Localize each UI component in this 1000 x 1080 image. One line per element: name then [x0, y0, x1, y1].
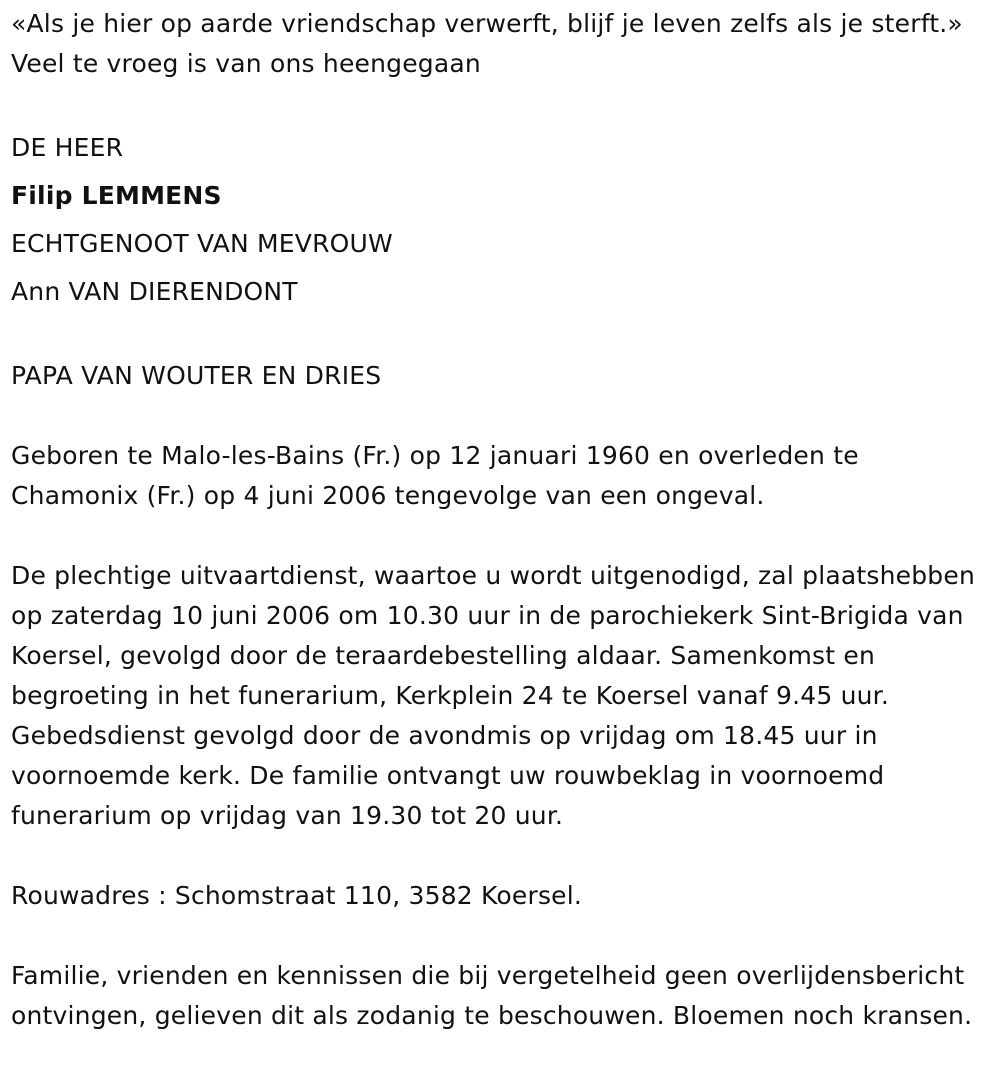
obituary-notice [11, 4, 986, 1036]
opening-quote: «Als je hier op aarde vriendschap verwerft, blijf je leven zelfs als je sterft.» Veel te vroeg is van ons heengegaan [11, 9, 963, 78]
honorific-title: DE HEER [11, 133, 124, 162]
children-line: PAPA VAN WOUTER EN DRIES [11, 361, 382, 390]
spouse-label: ECHTGENOOT VAN MEVROUW [11, 229, 393, 258]
funeral-info-paragraph: De plechtige uitvaartdienst, waartoe u wordt uitgenodigd, zal plaatshebben op zaterdag 10 juni 2006 om 10.30 uur in de parochiekerk Sint-Brigida van Koersel, gevolgd door de teraardebestelling aldaar. Samenkomst en begroeting in het funerarium, Kerkplein 24 te Koersel vanaf 9.45 uur. Gebedsdienst gevolgd door de avondmis op vrijdag om 18.45 uur in voornoemde kerk. De familie ontvangt uw rouwbeklag in voornoemd funerarium op vrijdag van 19.30 tot 20 uur. [11, 561, 975, 830]
spacer [11, 836, 986, 876]
spacer [11, 84, 986, 124]
spacer [11, 516, 986, 556]
spacer [11, 916, 986, 956]
closing-paragraph: Familie, vrienden en kennissen die bij vergetelheid geen overlijdensbericht ontvingen, gelieven dit als zodanig te beschouwen. Bloemen noch kransen. [11, 961, 973, 1030]
spacer [11, 396, 986, 436]
spacer [11, 316, 986, 356]
birth-death-paragraph: Geboren te Malo-les-Bains (Fr.) op 12 januari 1960 en overleden te Chamonix (Fr.) op 4 juni 2006 tengevolge van een ongeval. [11, 441, 859, 510]
deceased-name: Filip LEMMENS [11, 181, 222, 210]
mourning-address: Rouwadres : Schomstraat 110, 3582 Koersel. [11, 881, 583, 910]
spouse-name: Ann VAN DIERENDONT [11, 277, 298, 306]
